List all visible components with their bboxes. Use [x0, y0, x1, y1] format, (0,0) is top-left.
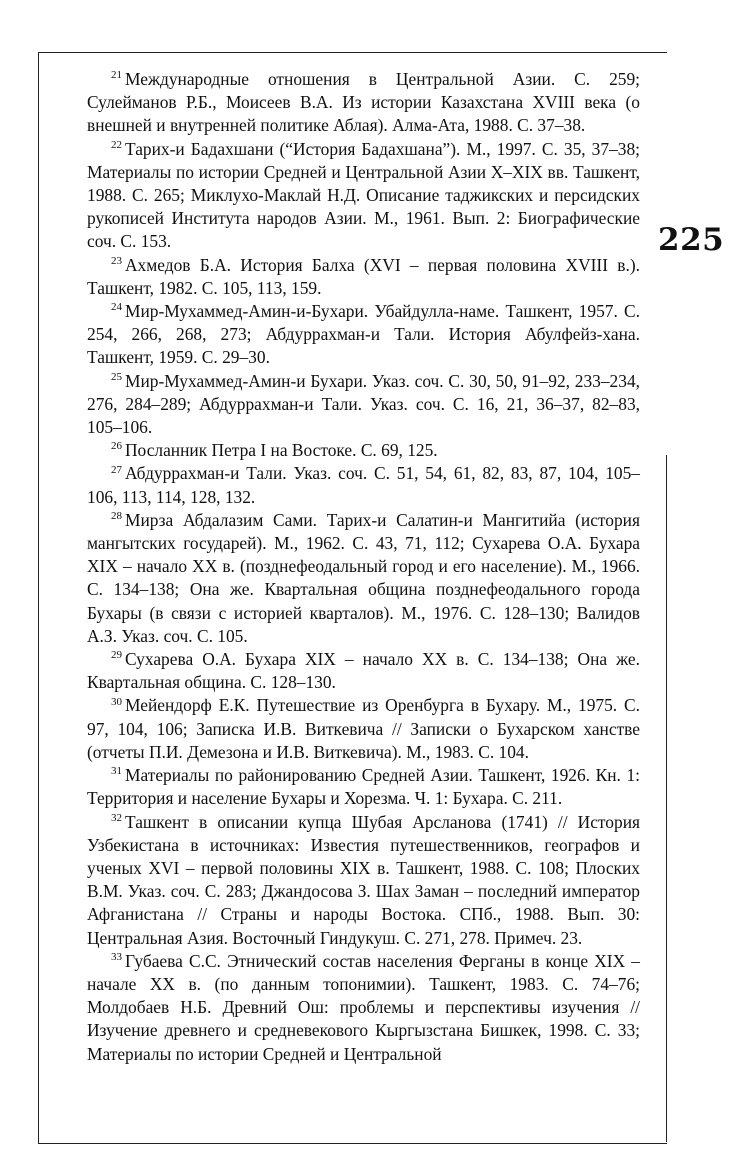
footnote-text: Материалы по районированию Средней Азии. Ташкент, 1926. Кн. 1: Территория и население Бухары и Хорезма. Ч. 1: Бухара. С. 211.: [87, 765, 640, 809]
footnote-text: Губаева С.С. Этнический состав населения Ферганы в конце XIX – начале XX в. (по данным топонимии). Ташкент, 1983. С. 74–76; Молдобаев Н.Б. Древний Ош: проблемы и перспективы изучения // Изучение древнего и средневекового Кыргызстана Бишкек, 1998. С. 33; Материалы по истории Средней и Центральной: [87, 950, 640, 1064]
footnote: [87, 950, 640, 1066]
footnote: [87, 254, 640, 300]
footnote-text: Мир-Мухаммед-Амин-и Бухари. Указ. соч. С. 30, 50, 91–92, 233–234, 276, 284–289; Абдуррахман-и Тали. Указ. соч. С. 16, 21, 36–37, 82–83, 105–106.: [87, 370, 640, 438]
footnote-number: 33: [111, 950, 122, 963]
footnote-number: 23: [111, 254, 122, 267]
footnote-number: 30: [111, 695, 122, 708]
footnote: [87, 138, 640, 254]
footnote-number: 28: [111, 510, 122, 523]
footnote-number: 21: [111, 69, 122, 82]
footnote: [87, 300, 640, 370]
footnote: [87, 648, 640, 694]
footnote-text: Мейендорф Е.К. Путешествие из Оренбурга в Бухару. М., 1975. С. 97, 104, 106; Записка И.В. Виткевича // Записки о Бухарском ханстве (отчеты П.И. Демезона и И.В. Виткевича). М., 1983. С. 104.: [87, 695, 640, 762]
footnote-number: 24: [111, 301, 122, 314]
footnote-number: 22: [111, 138, 122, 151]
footnote-text: Мирза Абдалазим Сами. Тарих-и Салатин-и Мангитийа (история мангытских государей). М., 1962. С. 43, 71, 112; Сухарева О.А. Бухара XIX – начало XX в. (позднефеодальный город и его население). М., 1966. С. 134–138; Она же. Квартальная община позднефеодального города Бухары (в связи с историей кварталов). М., 1976. С. 128–130; Валидов А.З. Указ. соч. С. 105.: [87, 509, 640, 646]
footnote: [87, 509, 640, 648]
footnote-number: 31: [111, 765, 122, 778]
footnote: [87, 370, 640, 440]
footnote-text: Мир-Мухаммед-Амин-и-Бухари. Убайдулла-наме. Ташкент, 1957. С. 254, 266, 268, 273; Абдуррахман-и Тали. История Абулфейз-хана. Ташкент, 1959. С. 29–30.: [87, 301, 640, 368]
footnote-number: 27: [111, 463, 122, 476]
footnote-text: Ахмедов Б.А. История Балха (XVI – первая половина XVIII в.). Ташкент, 1982. С. 105, 113, 159.: [87, 254, 640, 298]
footnote-number: 32: [111, 811, 122, 824]
footnote: [87, 694, 640, 764]
footnotes-list: [87, 68, 640, 1066]
footnote-text: Международные отношения в Центральной Азии. С. 259; Сулейманов Р.Б., Моисеев В.А. Из истории Казахстана XVIII века (о внешней и внутренней политике Аблая). Алма-Ата, 1988. С. 37–38.: [87, 69, 640, 136]
footnote: [87, 764, 640, 810]
footnote: [87, 439, 640, 462]
footnote-number: 29: [111, 649, 122, 662]
footnote: [87, 811, 640, 950]
footnote-text: Ташкент в описании купца Шубая Арсланова (1741) // История Узбекистана в источниках: Известия путешественников, географов и ученых XVI – первой половины XIX в. Ташкент, 1988. С. 108; Плоских В.М. Указ. соч. С. 283; Джандосова З. Шах Заман – последний император Афганистана // Страны и народы Востока. СПб., 1988. Вып. 30: Центральная Азия. Восточный Гиндукуш. С. 271, 278. Примеч. 23.: [87, 811, 640, 948]
page-frame-right-rule: [666, 455, 667, 1142]
page-number: 225: [658, 222, 725, 258]
footnote-text: Сухарева О.А. Бухара XIX – начало XX в. С. 134–138; Она же. Квартальная община. С. 128–130.: [87, 649, 640, 693]
footnote: [87, 462, 640, 508]
footnote-number: 25: [111, 370, 122, 383]
footnote-text: Абдуррахман-и Тали. Указ. соч. С. 51, 54, 61, 82, 83, 87, 104, 105–106, 113, 114, 128, 132.: [87, 463, 640, 507]
footnote-text: Посланник Петра I на Востоке. С. 69, 125.: [125, 440, 438, 461]
footnote-text: Тарих-и Бадахшани (“История Бадахшана”). М., 1997. С. 35, 37–38; Материалы по истории Средней и Центральной Азии X–XIX вв. Ташкент, 1988. С. 265; Миклухо-Маклай Н.Д. Описание таджикских и персидских рукописей Института народов Азии. М., 1961. Вып. 2: Биографические соч. С. 153.: [87, 138, 640, 252]
footnote-number: 26: [111, 440, 122, 453]
footnote: [87, 68, 640, 138]
